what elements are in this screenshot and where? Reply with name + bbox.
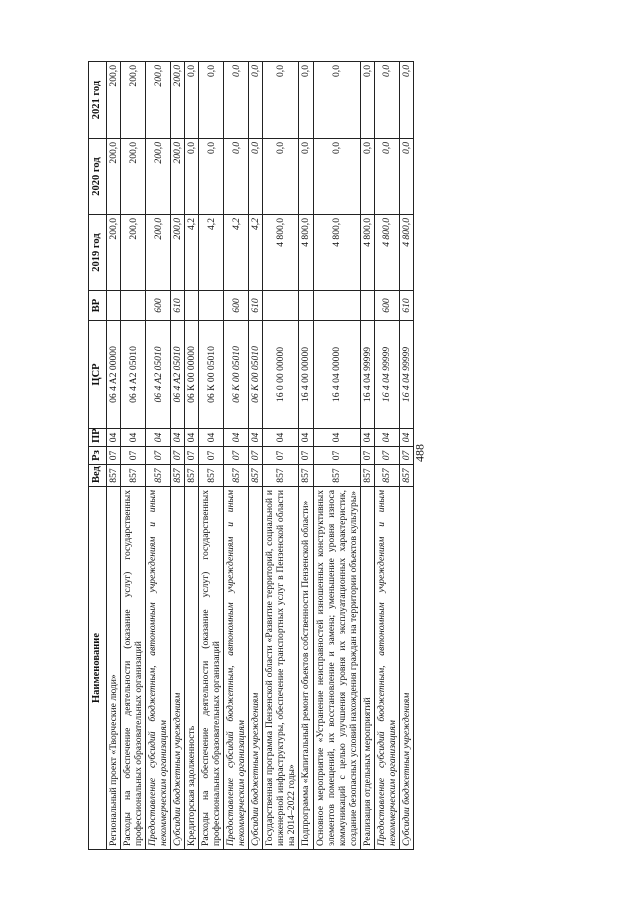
table-row — [224, 62, 249, 850]
row-rz: 07 — [224, 447, 249, 465]
row-2020: 0,0 — [249, 139, 263, 215]
row-2021: 0,0 — [199, 62, 224, 139]
row-name: Предоставление субсидий бюджетным, автономным учреждениям и иным некоммерческим организациям — [374, 487, 399, 850]
row-ved: 857 — [185, 465, 199, 487]
row-csr: 16 4 04 99999 — [399, 321, 413, 429]
row-ved: 857 — [199, 465, 224, 487]
header-vr: ВР — [89, 291, 107, 321]
row-2019: 4,2 — [199, 215, 224, 291]
row-pr: 04 — [313, 429, 360, 447]
row-vr: 610 — [171, 291, 185, 321]
row-ved: 857 — [313, 465, 360, 487]
row-pr: 04 — [199, 429, 224, 447]
table-row — [107, 62, 121, 850]
table-row — [374, 62, 399, 850]
row-rz: 07 — [249, 447, 263, 465]
row-2020: 0,0 — [374, 139, 399, 215]
table-body — [107, 62, 414, 850]
row-vr — [121, 291, 146, 321]
row-rz: 07 — [360, 447, 374, 465]
row-rz: 07 — [146, 447, 171, 465]
header-csr: ЦСР — [89, 321, 107, 429]
row-name: Основное мероприятие «Устранение неисправностей изношенных конструктивных элементов помещений, их восстановление и замена; уменьшение уровня износа коммуникаций с целью улучшения уровня их эксплуатационных характеристик, создание безопасных условий нахождения граждан на территории объектов культуры» — [313, 487, 360, 850]
row-rz: 07 — [313, 447, 360, 465]
table-row — [313, 62, 360, 850]
row-rz: 07 — [107, 447, 121, 465]
row-2019: 4,2 — [185, 215, 199, 291]
row-vr: 600 — [146, 291, 171, 321]
row-2019: 4 800,0 — [360, 215, 374, 291]
row-pr: 04 — [360, 429, 374, 447]
row-csr: 16 4 00 00000 — [299, 321, 313, 429]
row-csr: 06 4 A2 05010 — [171, 321, 185, 429]
row-csr: 16 0 00 00000 — [263, 321, 299, 429]
row-ved: 857 — [299, 465, 313, 487]
row-2020: 0,0 — [313, 139, 360, 215]
row-rz: 07 — [299, 447, 313, 465]
row-name: Подпрограмма «Капитальный ремонт объектов собственности Пензенской области» — [299, 487, 313, 850]
row-csr: 06 4 A2 05010 — [146, 321, 171, 429]
header-rz: Рз — [89, 447, 107, 465]
row-csr: 16 4 04 99999 — [360, 321, 374, 429]
row-2020: 0,0 — [399, 139, 413, 215]
row-pr: 04 — [249, 429, 263, 447]
row-pr: 04 — [299, 429, 313, 447]
row-rz: 07 — [121, 447, 146, 465]
row-2021: 0,0 — [263, 62, 299, 139]
row-2019: 4,2 — [224, 215, 249, 291]
row-2020: 200,0 — [121, 139, 146, 215]
row-vr: 610 — [249, 291, 263, 321]
row-vr — [107, 291, 121, 321]
row-pr: 04 — [263, 429, 299, 447]
row-vr — [199, 291, 224, 321]
row-csr: 06 4 A2 05010 — [121, 321, 146, 429]
row-pr: 04 — [224, 429, 249, 447]
row-csr: 16 4 04 00000 — [313, 321, 360, 429]
row-pr: 04 — [121, 429, 146, 447]
row-ved: 857 — [146, 465, 171, 487]
row-pr: 04 — [185, 429, 199, 447]
header-name: Наименование — [89, 487, 107, 850]
row-vr — [185, 291, 199, 321]
row-2021: 200,0 — [146, 62, 171, 139]
row-2021: 0,0 — [299, 62, 313, 139]
row-ved: 857 — [171, 465, 185, 487]
row-pr: 04 — [171, 429, 185, 447]
row-ved: 857 — [121, 465, 146, 487]
row-2020: 0,0 — [224, 139, 249, 215]
row-name: Расходы на обеспечение деятельности (оказание услуг) государственных профессиональных образовательных организаций — [121, 487, 146, 850]
row-2019: 4 800,0 — [374, 215, 399, 291]
row-2020: 0,0 — [299, 139, 313, 215]
row-rz: 07 — [399, 447, 413, 465]
row-vr: 600 — [224, 291, 249, 321]
row-name: Субсидии бюджетным учреждениям — [249, 487, 263, 850]
row-ved: 857 — [374, 465, 399, 487]
row-name: Предоставление субсидий бюджетным, автономным учреждениям и иным некоммерческим организациям — [224, 487, 249, 850]
row-vr — [313, 291, 360, 321]
row-pr: 04 — [399, 429, 413, 447]
row-pr: 04 — [146, 429, 171, 447]
table-row — [185, 62, 199, 850]
table-row — [121, 62, 146, 850]
header-2021: 2021 год — [89, 62, 107, 139]
table-row — [360, 62, 374, 850]
row-name: Государственная программа Пензенской области «Развитие территорий, социальной и инженерной инфраструктуры, обеспечение транспортных услуг в Пензенской области на 2014–2022 годы» — [263, 487, 299, 850]
row-2021: 0,0 — [374, 62, 399, 139]
row-csr: 06 К 00 05010 — [224, 321, 249, 429]
table-row — [249, 62, 263, 850]
row-2021: 200,0 — [171, 62, 185, 139]
row-rz: 07 — [185, 447, 199, 465]
row-ved: 857 — [263, 465, 299, 487]
header-2019: 2019 год — [89, 215, 107, 291]
row-vr: 610 — [399, 291, 413, 321]
row-vr — [299, 291, 313, 321]
row-csr: 06 4 A2 00000 — [107, 321, 121, 429]
row-2019: 4 800,0 — [313, 215, 360, 291]
row-2019: 200,0 — [171, 215, 185, 291]
page-number: 488 — [412, 444, 427, 462]
row-2019: 4,2 — [249, 215, 263, 291]
row-csr: 06 К 00 05010 — [199, 321, 224, 429]
row-name: Субсидии бюджетным учреждениям — [171, 487, 185, 850]
table-row — [171, 62, 185, 850]
row-2021: 0,0 — [185, 62, 199, 139]
row-2021: 0,0 — [224, 62, 249, 139]
row-rz: 07 — [171, 447, 185, 465]
row-csr: 06 К 00 00000 — [185, 321, 199, 429]
row-2021: 0,0 — [249, 62, 263, 139]
row-csr: 06 К 00 05010 — [249, 321, 263, 429]
row-pr: 04 — [107, 429, 121, 447]
row-name: Предоставление субсидий бюджетным, автономным учреждениям и иным некоммерческим организациям — [146, 487, 171, 850]
row-2021: 0,0 — [399, 62, 413, 139]
row-2020: 0,0 — [263, 139, 299, 215]
table-row — [199, 62, 224, 850]
row-2019: 4 800,0 — [399, 215, 413, 291]
row-vr — [360, 291, 374, 321]
row-2020: 0,0 — [199, 139, 224, 215]
row-2019: 4 800,0 — [263, 215, 299, 291]
row-pr: 04 — [374, 429, 399, 447]
row-name: Кредиторская задолженность — [185, 487, 199, 850]
row-2019: 200,0 — [121, 215, 146, 291]
table-header-row — [89, 62, 107, 850]
row-2020: 0,0 — [185, 139, 199, 215]
row-name: Реализация отдельных мероприятий — [360, 487, 374, 850]
header-ved: Вед — [89, 465, 107, 487]
row-ved: 857 — [224, 465, 249, 487]
row-2021: 200,0 — [107, 62, 121, 139]
row-2020: 0,0 — [360, 139, 374, 215]
table-row — [399, 62, 413, 850]
table-row — [263, 62, 299, 850]
row-vr — [263, 291, 299, 321]
row-vr: 600 — [374, 291, 399, 321]
row-name: Региональный проект «Творческие люди» — [107, 487, 121, 850]
table-row — [299, 62, 313, 850]
header-pr: ПР — [89, 429, 107, 447]
row-rz: 07 — [263, 447, 299, 465]
table-row — [146, 62, 171, 850]
row-2021: 0,0 — [360, 62, 374, 139]
row-csr: 16 4 04 99999 — [374, 321, 399, 429]
row-2019: 200,0 — [107, 215, 121, 291]
budget-table-container — [88, 62, 558, 850]
row-ved: 857 — [249, 465, 263, 487]
row-2021: 0,0 — [313, 62, 360, 139]
row-name: Расходы на обеспечение деятельности (оказание услуг) государственных профессиональных образовательных организаций — [199, 487, 224, 850]
row-rz: 07 — [374, 447, 399, 465]
row-2020: 200,0 — [107, 139, 121, 215]
row-2020: 200,0 — [171, 139, 185, 215]
row-ved: 857 — [107, 465, 121, 487]
row-2021: 200,0 — [121, 62, 146, 139]
row-ved: 857 — [399, 465, 413, 487]
budget-table — [88, 61, 414, 850]
row-2020: 200,0 — [146, 139, 171, 215]
row-name: Субсидии бюджетным учреждениям — [399, 487, 413, 850]
row-2019: 4 800,0 — [299, 215, 313, 291]
row-ved: 857 — [360, 465, 374, 487]
header-2020: 2020 год — [89, 139, 107, 215]
row-rz: 07 — [199, 447, 224, 465]
row-2019: 200,0 — [146, 215, 171, 291]
